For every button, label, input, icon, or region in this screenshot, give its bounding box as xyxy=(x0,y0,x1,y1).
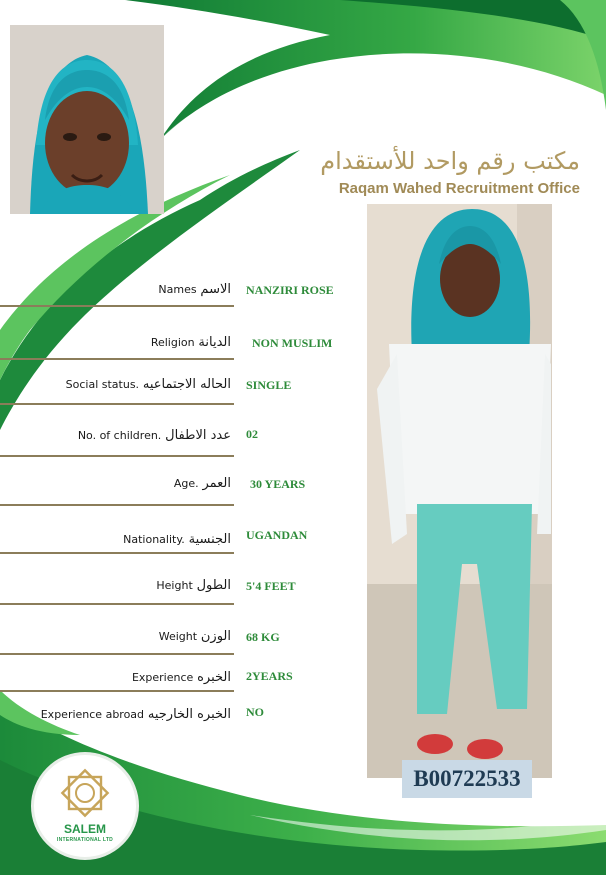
field-divider xyxy=(0,552,234,554)
field-divider xyxy=(0,358,234,360)
field-value-religion: NON MUSLIM xyxy=(252,336,333,350)
field-label-names: Names الاسم xyxy=(158,282,231,297)
field-value-social-status: SINGLE xyxy=(246,378,292,392)
office-name-arabic: مكتب رقم واحد للأستقدام xyxy=(320,147,580,175)
field-label-children: No. of children. عدد الاطفال xyxy=(77,428,231,443)
field-value-experience-abroad: NO xyxy=(246,705,264,719)
field-value-nationality: UGANDAN xyxy=(246,528,308,542)
field-divider xyxy=(0,305,234,307)
field-value-weight: 68 KG xyxy=(246,630,280,644)
field-divider xyxy=(0,653,234,655)
office-name-english: Raqam Wahed Recruitment Office xyxy=(338,180,580,197)
star-emblem-icon xyxy=(34,755,136,825)
field-divider xyxy=(0,403,234,405)
field-divider xyxy=(0,603,234,605)
field-value-height: 5'4 FEET xyxy=(246,579,296,593)
field-label-weight: Weight الوزن xyxy=(158,629,231,644)
logo-name: SALEM xyxy=(64,822,106,836)
field-label-social-status: Social status. الحاله الاجتماعيه xyxy=(65,377,231,392)
field-divider xyxy=(0,504,234,506)
field-label-religion: Religion الديانة xyxy=(150,335,231,350)
field-label-experience-abroad: Experience abroad الخبره الخارجيه xyxy=(40,707,231,722)
field-label-age: Age. العمر xyxy=(173,476,231,491)
field-label-nationality: Nationality. الجنسية xyxy=(123,532,231,547)
field-value-experience: 2YEARS xyxy=(246,669,293,683)
field-value-children: 02 xyxy=(246,427,258,441)
field-value-names: NANZIRI ROSE xyxy=(246,283,334,297)
salem-logo xyxy=(31,752,139,860)
reference-code: B00722533 xyxy=(402,760,532,798)
candidate-portrait-photo xyxy=(10,25,164,214)
field-divider xyxy=(0,690,234,692)
candidate-full-body-photo xyxy=(367,204,552,778)
field-label-height: Height الطول xyxy=(156,578,231,593)
field-divider xyxy=(0,455,234,457)
field-value-age: 30 YEARS xyxy=(250,477,306,491)
logo-subtitle: INTERNATIONAL LTD xyxy=(56,837,114,843)
field-label-experience: Experience الخبره xyxy=(131,670,231,685)
